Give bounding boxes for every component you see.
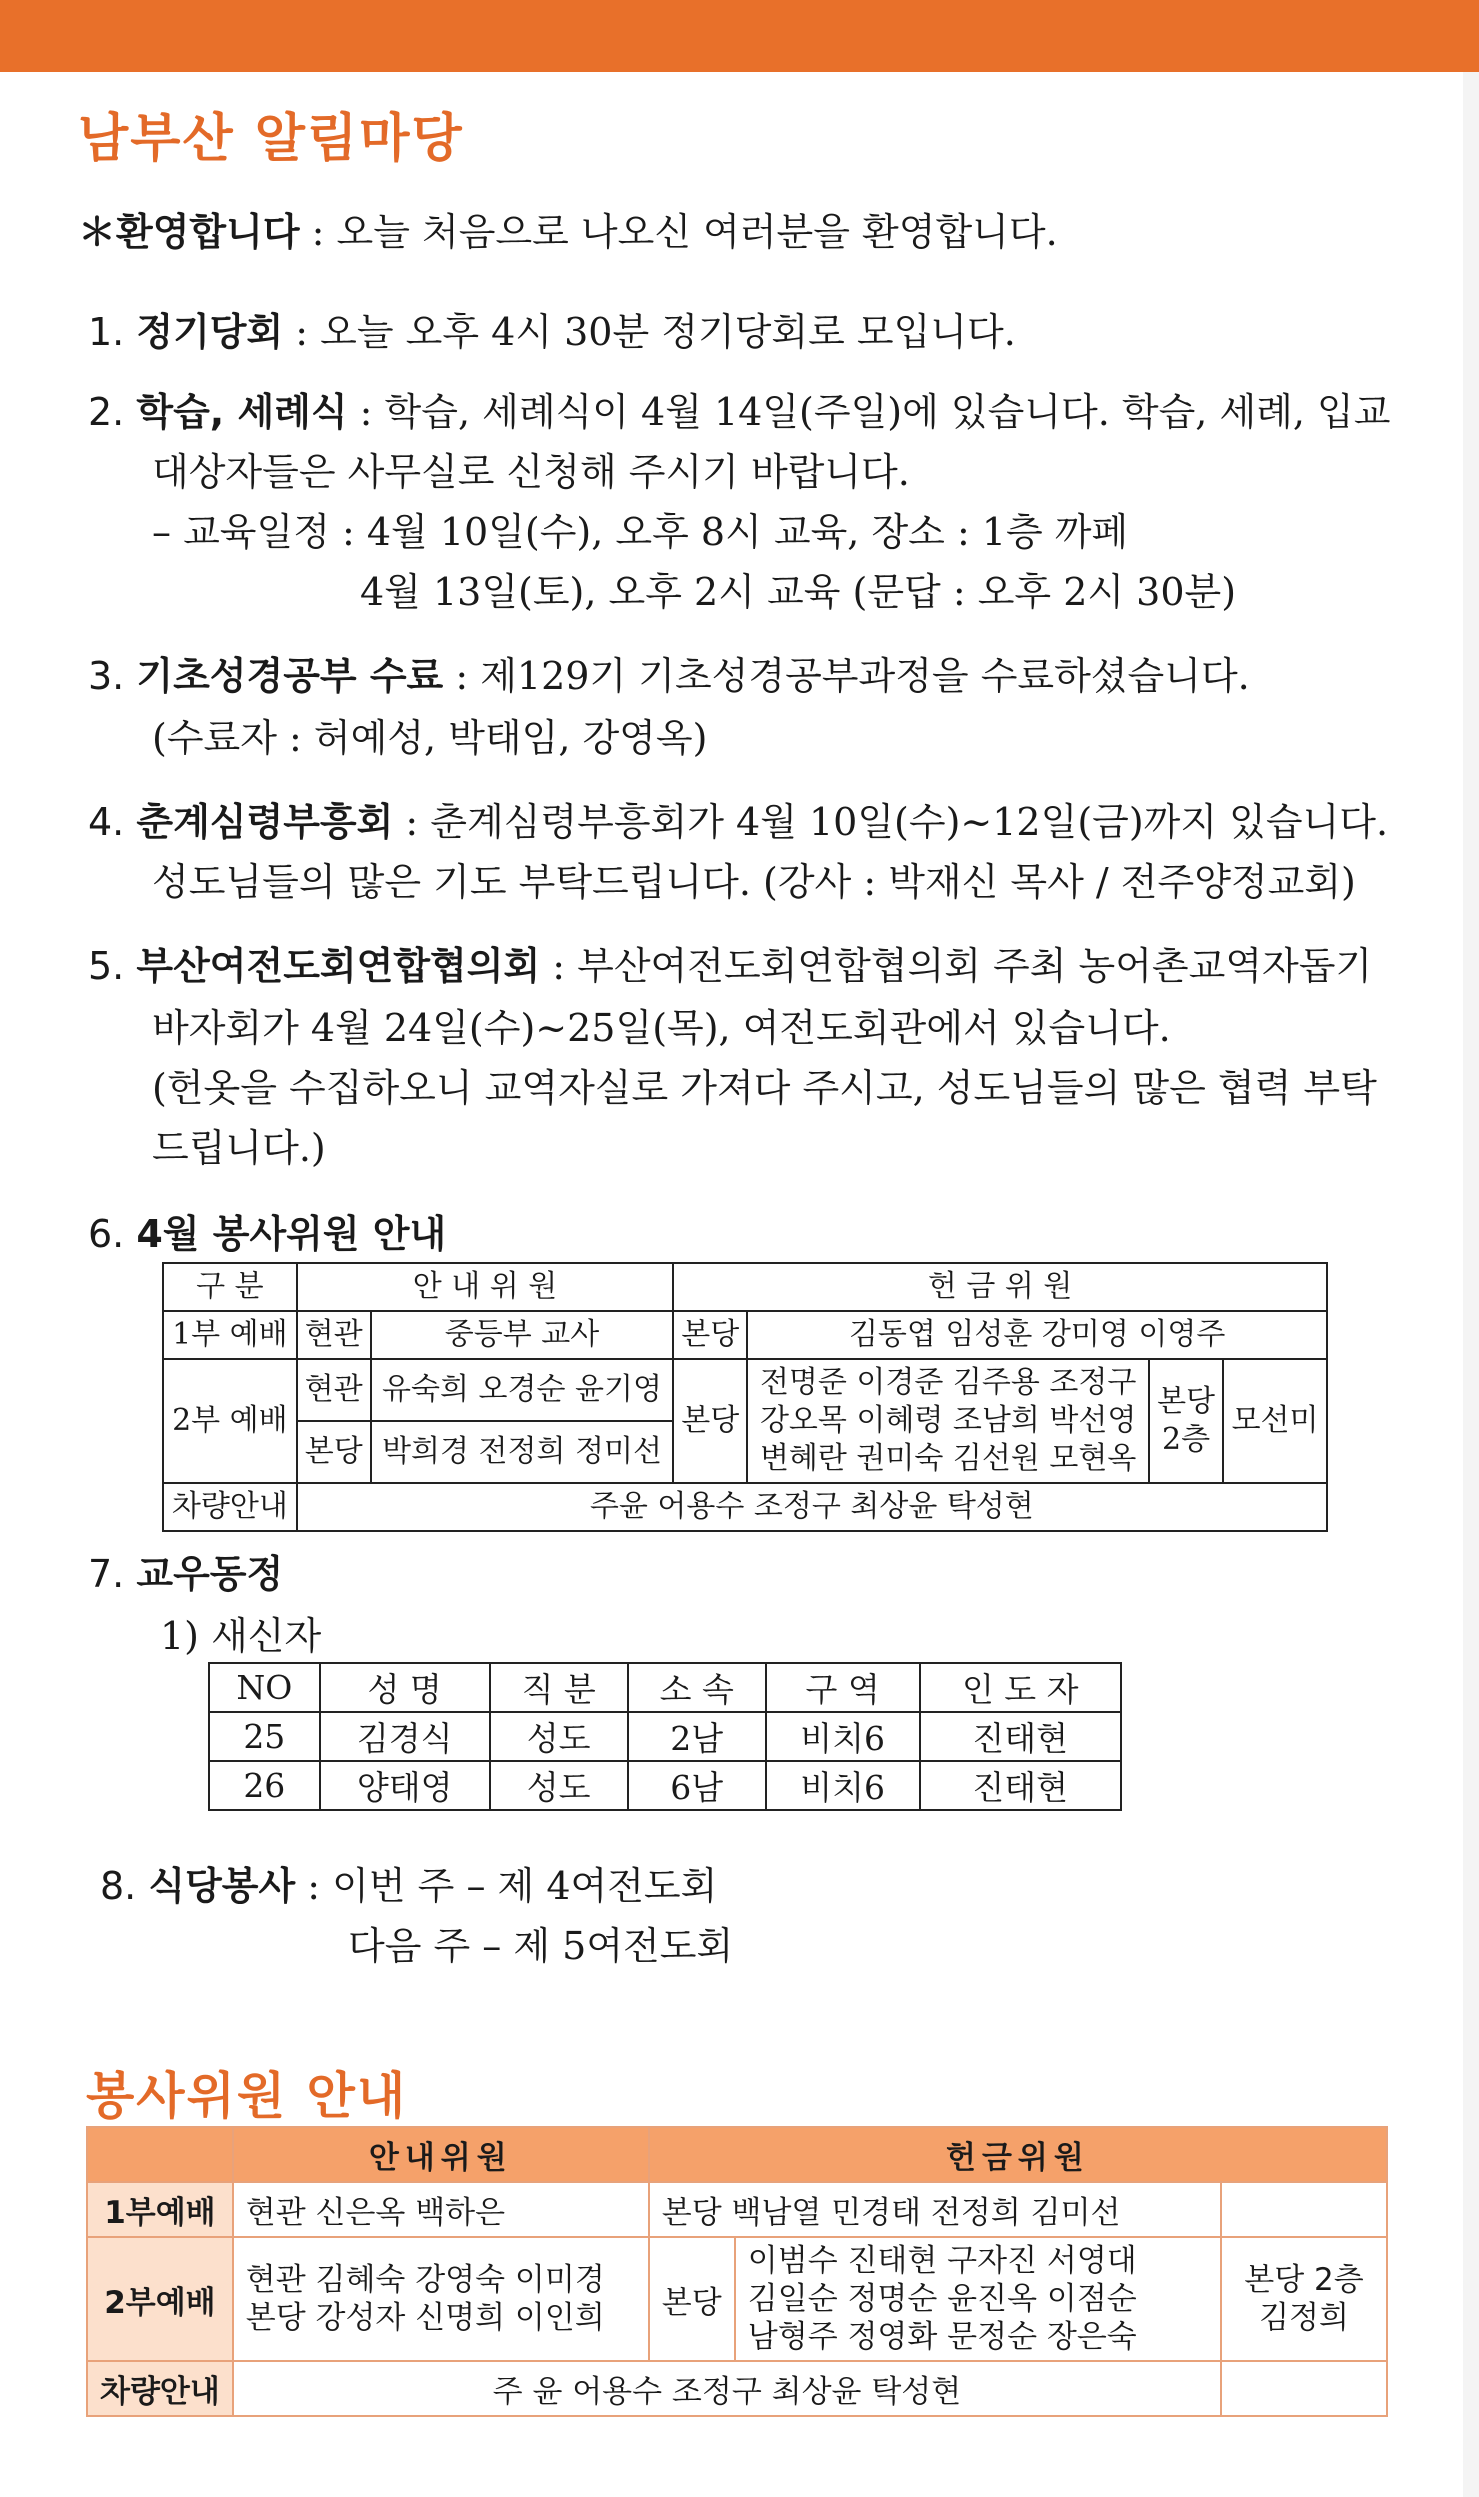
item-8: [100, 1862, 717, 1910]
table-header: 성 명: [320, 1663, 490, 1712]
item-label: 정기당회: [136, 310, 284, 354]
item-text: : 이번 주 – 제 4여전도회: [295, 1864, 718, 1908]
table-header: 헌 금 위 원: [673, 1263, 1327, 1311]
table-header: 안 내 위 원: [297, 1263, 674, 1311]
table-cell: 2남: [628, 1712, 766, 1761]
table-cell: [1149, 1359, 1223, 1483]
welcome-line: [78, 208, 1058, 256]
item-1: [88, 308, 1016, 356]
row-label: 차량안내: [163, 1483, 297, 1531]
top-orange-bar: [0, 0, 1479, 72]
table-cell: [233, 2237, 649, 2361]
item-text: – 교육일정 : 4월 10일(수), 오후 8시 교육, 장소 : 1층 까페: [152, 510, 1129, 554]
table-cell: 김동엽 임성훈 강미영 이영주: [747, 1311, 1327, 1359]
row-label: 차량안내: [87, 2361, 233, 2416]
item-number: 5.: [88, 944, 125, 988]
volunteer-table-april: [162, 1262, 1328, 1532]
table-cell: [735, 2237, 1221, 2361]
item-text: 바자회가 4월 24일(수)~25일(목), 여전도회관에서 있습니다.: [152, 1006, 1171, 1050]
page-edge: [1463, 72, 1479, 2497]
new-members-table: [208, 1662, 1122, 1811]
table-cell: 진태현: [920, 1712, 1122, 1761]
item-text: 성도님들의 많은 기도 부탁드립니다. (강사 : 박재신 목사 / 전주양정교회): [152, 860, 1356, 904]
table-cell: 현관: [297, 1359, 371, 1421]
item-label: 4월 봉사위원 안내: [136, 1212, 447, 1256]
table-header: NO: [209, 1663, 320, 1712]
service-volunteer-table: [86, 2126, 1388, 2417]
row-label: 1부예배: [87, 2182, 233, 2237]
item-text: : 부산여전도회연합협의회 주최 농어촌교역자돕기: [540, 944, 1373, 988]
item-6: [88, 1210, 446, 1258]
table-cell: [1221, 2361, 1387, 2416]
item-text: : 제129기 기초성경공부과정을 수료하셨습니다.: [443, 654, 1250, 698]
name-line: 김일순 정명순 윤진옥 이점순: [747, 2281, 1137, 2317]
table-cell: 모선미: [1223, 1359, 1327, 1483]
table-header: 안내위원: [233, 2127, 649, 2182]
welcome-label: ＊환영합니다: [78, 210, 300, 254]
table-cell: 6남: [628, 1761, 766, 1810]
table-cell: 주윤 어용수 조정구 최상윤 탁성현: [297, 1483, 1327, 1531]
table-cell: [1221, 2237, 1387, 2361]
item-text: 드립니다.): [152, 1126, 326, 1170]
table-header: 인 도 자: [920, 1663, 1122, 1712]
name-line: 이범수 진태현 구자진 서영대: [747, 2243, 1137, 2279]
table-cell: 26: [209, 1761, 320, 1810]
table-row: [209, 1761, 1121, 1810]
item-label: 식당봉사: [148, 1864, 296, 1908]
table-cell: 주 윤 어용수 조정구 최상윤 탁성현: [233, 2361, 1221, 2416]
item-text: (수료자 : 허예성, 박태임, 강영옥): [152, 716, 708, 760]
item-2: [88, 388, 1390, 436]
table-cell: 박희경 전정희 정미선: [371, 1421, 673, 1483]
item-label: 부산여전도회연합협의회: [136, 944, 541, 988]
table-header: 소 속: [628, 1663, 766, 1712]
item-5: [88, 942, 1372, 990]
welcome-text: : 오늘 처음으로 나오신 여러분을 환영합니다.: [299, 210, 1058, 254]
table-cell: 유숙희 오경순 윤기영: [371, 1359, 673, 1421]
item-text: 대상자들은 사무실로 신청해 주시기 바랍니다.: [152, 450, 910, 494]
item-text: (헌옷을 수집하오니 교역자실로 가져다 주시고, 성도님들의 많은 협력 부탁: [152, 1066, 1377, 1110]
item-sub: 1) 새신자: [160, 1614, 322, 1658]
table-cell: 현관: [297, 1311, 371, 1359]
item-number: 1.: [88, 310, 125, 354]
name-line: 남형주 정영화 문정순 장은숙: [747, 2319, 1137, 2355]
item-label: 춘계심령부흥회: [136, 800, 394, 844]
item-3: [88, 652, 1250, 700]
table-cell: [1221, 2182, 1387, 2237]
page-title: 남부산 알림마당: [78, 109, 464, 169]
table-cell: 25: [209, 1712, 320, 1761]
item-number: 8.: [100, 1864, 137, 1908]
table-cell: 본당: [673, 1359, 747, 1483]
table-cell: 현관 신은옥 백하은: [233, 2182, 649, 2237]
item-number: 7.: [88, 1552, 125, 1596]
item-text: : 춘계심령부흥회가 4월 10일(수)~12일(금)까지 있습니다.: [393, 800, 1389, 844]
name-line: 본당 강성자 신명희 이인희: [245, 2300, 605, 2336]
table-cell: 본당: [649, 2237, 735, 2361]
table-cell: 양태영: [320, 1761, 490, 1810]
name-line: 변혜란 권미숙 김선원 모현옥: [759, 1441, 1137, 1476]
item-label: 교우동정: [136, 1552, 284, 1596]
table-cell: 본당: [673, 1311, 747, 1359]
table-header: 헌금위원: [649, 2127, 1387, 2182]
table-header: 구 역: [766, 1663, 920, 1712]
name-line: 현관 김혜숙 강영숙 이미경: [245, 2262, 605, 2298]
item-label: 학습, 세례식: [136, 390, 348, 434]
table-cell: 본당 백남열 민경태 전정희 김미선: [649, 2182, 1221, 2237]
item-text: : 학습, 세례식이 4월 14일(주일)에 있습니다. 학습, 세례, 입교: [347, 390, 1391, 434]
place-line: 본당: [1157, 1384, 1216, 1419]
table-cell: 본당: [297, 1421, 371, 1483]
name-line: 전명준 이경준 김주용 조정구: [759, 1365, 1137, 1400]
item-text: 다음 주 – 제 5여전도회: [348, 1924, 734, 1968]
name-line: 강오목 이혜령 조남희 박선영: [759, 1403, 1137, 1438]
name-line: 김정희: [1259, 2300, 1349, 2336]
table-row: [209, 1712, 1121, 1761]
table-cell: 중등부 교사: [371, 1311, 673, 1359]
table-cell: [747, 1359, 1149, 1483]
item-number: 4.: [88, 800, 125, 844]
place-line: 2층: [1162, 1422, 1211, 1457]
table-header: 구 분: [163, 1263, 297, 1311]
service-title: 봉사위원 안내: [86, 2067, 408, 2125]
item-4: [88, 798, 1388, 846]
item-text: : 오늘 오후 4시 30분 정기당회로 모입니다.: [283, 310, 1016, 354]
table-cell: 비치6: [766, 1712, 920, 1761]
table-cell: 성도: [490, 1761, 628, 1810]
row-label: 2부예배: [87, 2237, 233, 2361]
table-cell: 비치6: [766, 1761, 920, 1810]
table-cell: 김경식: [320, 1712, 490, 1761]
table-cell: 진태현: [920, 1761, 1122, 1810]
place-line: 본당 2층: [1244, 2262, 1364, 2298]
item-7: [88, 1550, 283, 1598]
row-label: 1부 예배: [163, 1311, 297, 1359]
table-header: 직 분: [490, 1663, 628, 1712]
item-number: 2.: [88, 390, 125, 434]
item-text: 4월 13일(토), 오후 2시 교육 (문답 : 오후 2시 30분): [360, 570, 1237, 614]
row-label: 2부 예배: [163, 1359, 297, 1483]
table-header: [87, 2127, 233, 2182]
item-number: 6.: [88, 1212, 125, 1256]
item-label: 기초성경공부 수료: [136, 654, 444, 698]
table-cell: 성도: [490, 1712, 628, 1761]
item-number: 3.: [88, 654, 125, 698]
